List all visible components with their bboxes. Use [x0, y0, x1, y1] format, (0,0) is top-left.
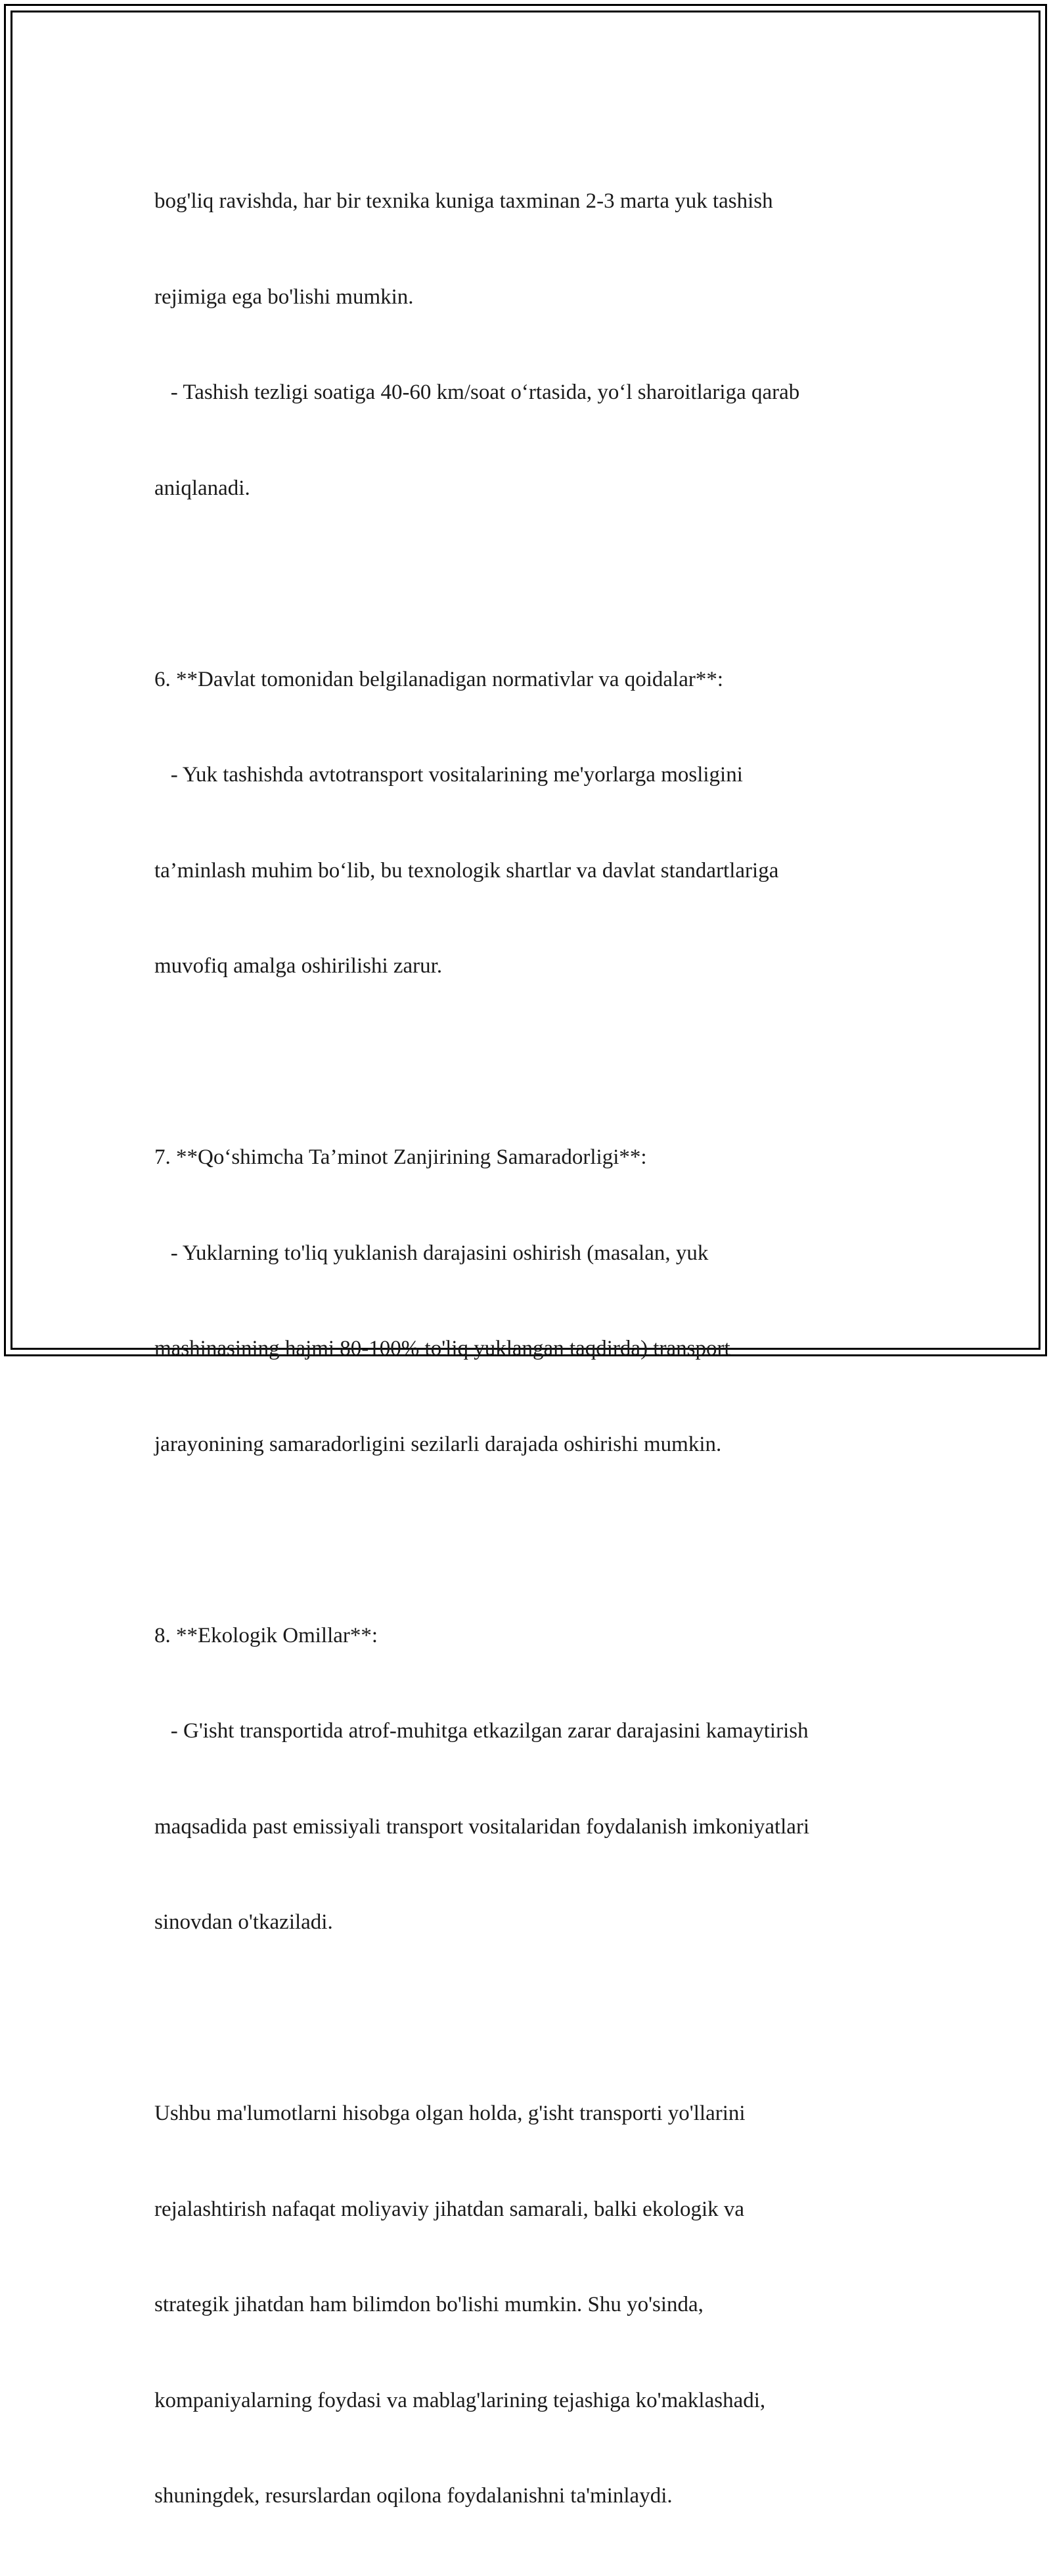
section-heading: 6. **Davlat tomonidan belgilanadigan normativlar va qoidalar**:	[154, 667, 724, 691]
conclusion-paragraph	[154, 2034, 910, 2576]
paragraph-gap	[154, 568, 910, 600]
text-line: aniqlanadi.	[154, 476, 250, 500]
document-body	[154, 122, 910, 2576]
paragraph-gap	[154, 1524, 910, 1556]
section-6-regulations	[154, 600, 910, 1046]
paragraph-transport-schedule	[154, 122, 910, 568]
text-line: - Tashish tezligi soatiga 40-60 km/soat o‘rtasida, yo‘l sharoitlariga qarab	[154, 380, 800, 404]
text-line: jarayonining samaradorligini sezilarli darajada oshirishi mumkin.	[154, 1432, 722, 1456]
text-line: shuningdek, resurslardan oqilona foydalanishni ta'minlaydi.	[154, 2484, 673, 2508]
section-8-ecology	[154, 1556, 910, 2002]
text-line: - G'isht transportida atrof-muhitga etkazilgan zarar darajasini kamaytirish	[154, 1719, 809, 1743]
text-line: sinovdan o'tkaziladi.	[154, 1910, 333, 1934]
paragraph-gap	[154, 1046, 910, 1078]
paragraph-gap	[154, 2002, 910, 2035]
text-line: maqsadida past emissiyali transport vositalaridan foydalanish imkoniyatlari	[154, 1814, 810, 1839]
section-heading: 8. **Ekologik Omillar**:	[154, 1623, 378, 1647]
text-line: - Yuklarning to'liq yuklanish darajasini oshirish (masalan, yuk	[154, 1241, 709, 1265]
text-line: strategik jihatdan ham bilimdon bo'lishi mumkin. Shu yo'sinda,	[154, 2293, 704, 2316]
text-line: muvofiq amalga oshirilishi zarur.	[154, 954, 443, 978]
section-heading: 7. **Qo‘shimcha Ta’minot Zanjirining Samaradorligi**:	[154, 1145, 647, 1169]
text-line: bog'liq ravishda, har bir texnika kuniga taxminan 2-3 marta yuk tashish	[154, 189, 773, 213]
section-7-supply-chain	[154, 1078, 910, 1524]
text-line: rejimiga ega bo'lishi mumkin.	[154, 285, 414, 309]
text-line: - Yuk tashishda avtotransport vositalarining me'yorlarga mosligini	[154, 763, 743, 787]
text-line: mashinasining hajmi 80-100% to'liq yuklangan taqdirda) transport	[154, 1337, 730, 1360]
text-line: Ushbu ma'lumotlarni hisobga olgan holda, g'isht transporti yo'llarini	[154, 2102, 746, 2125]
text-line: ta’minlash muhim bo‘lib, bu texnologik shartlar va davlat standartlariga	[154, 858, 779, 883]
text-line: kompaniyalarning foydasi va mablag'larining tejashiga ko'maklashadi,	[154, 2388, 766, 2412]
text-line: rejalashtirish nafaqat moliyaviy jihatdan samarali, balki ekologik va	[154, 2197, 745, 2221]
